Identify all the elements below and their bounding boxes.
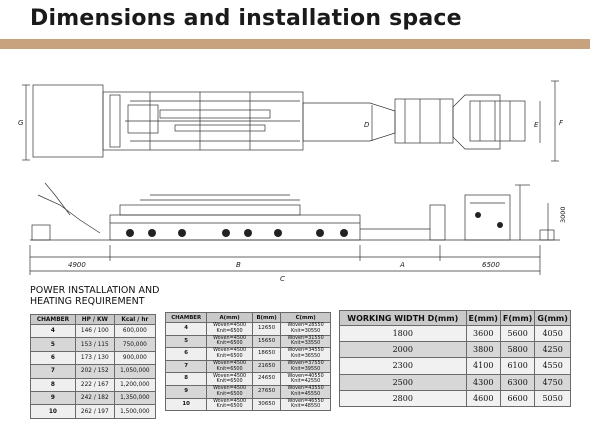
dim-label-left: 4900 bbox=[68, 261, 86, 269]
chamber-header-a: A(mm) bbox=[207, 313, 253, 323]
table-row: 7 202 / 152 1,050,000 bbox=[31, 365, 156, 378]
dim-label-d: D bbox=[364, 121, 370, 129]
chamber-header-c: C(mm) bbox=[281, 313, 331, 323]
dim-label-c: C bbox=[280, 275, 285, 283]
table-row: 7 Woven=4500 Knit=6500 21650 Woven=37550 Knit=39550 bbox=[166, 360, 331, 373]
roller-icon bbox=[497, 222, 503, 228]
dim-label-g: G bbox=[18, 119, 24, 127]
roller-icon bbox=[340, 229, 348, 237]
roller-icon bbox=[222, 229, 230, 237]
power-header-hp: HP / KW bbox=[75, 315, 114, 325]
roller-icon bbox=[148, 229, 156, 237]
roller-icon bbox=[126, 229, 134, 237]
table-row: 9 Woven=4500 Knit=6500 27650 Woven=43550 Knit=45550 bbox=[166, 385, 331, 398]
dim-label-a: A bbox=[400, 261, 405, 269]
power-table bbox=[30, 314, 156, 419]
table-row: 10 262 / 197 1,500,000 bbox=[31, 405, 156, 418]
working-width-table bbox=[339, 310, 571, 407]
table-row: 2500 4300 6300 4750 bbox=[340, 374, 571, 390]
dim-label-right: 6500 bbox=[482, 261, 500, 269]
table-row: 9 242 / 182 1,350,000 bbox=[31, 391, 156, 404]
width-header-d: WORKING WIDTH D(mm) bbox=[340, 311, 467, 326]
roller-icon bbox=[316, 229, 324, 237]
table-row: 4 146 / 100 600,000 bbox=[31, 325, 156, 338]
dimension-drawing bbox=[0, 55, 590, 285]
roller-icon bbox=[475, 212, 481, 218]
power-header-chamber: CHAMBER bbox=[31, 315, 76, 325]
roller-icon bbox=[178, 229, 186, 237]
table-row: 2800 4600 6600 5050 bbox=[340, 390, 571, 406]
dim-label-height: 3000 bbox=[559, 206, 567, 223]
side-view bbox=[30, 183, 560, 275]
table-row: 6 173 / 130 900,000 bbox=[31, 351, 156, 364]
top-view bbox=[22, 81, 559, 161]
chamber-dimension-table bbox=[165, 312, 331, 411]
title-underline-bar bbox=[0, 39, 590, 49]
power-heading bbox=[30, 285, 159, 307]
page-title: Dimensions and installation space bbox=[30, 6, 462, 31]
table-row: 6 Woven=4500 Knit=6500 18650 Woven=34550 Knit=36550 bbox=[166, 348, 331, 361]
table-row: 2000 3800 5800 4250 bbox=[340, 342, 571, 358]
roller-icon bbox=[274, 229, 282, 237]
width-header-g: G(mm) bbox=[535, 311, 571, 326]
table-row: 1800 3600 5600 4050 bbox=[340, 326, 571, 342]
table-row: 8 222 / 167 1,200,000 bbox=[31, 378, 156, 391]
table-row: 2300 4100 6100 4550 bbox=[340, 358, 571, 374]
power-heading-line1: POWER INSTALLATION AND bbox=[30, 285, 160, 296]
table-row: 5 Woven=4500 Knit=6500 15650 Woven=31550 Knit=33550 bbox=[166, 335, 331, 348]
width-header-f: F(mm) bbox=[500, 311, 534, 326]
table-row: 4 Woven=4500 Knit=6500 12650 Woven=28550 Knit=30550 bbox=[166, 323, 331, 336]
power-heading-line2: HEATING REQUIREMENT bbox=[30, 296, 145, 307]
width-header-e: E(mm) bbox=[466, 311, 500, 326]
chamber-header-b: B(mm) bbox=[252, 313, 280, 323]
dim-label-f: F bbox=[559, 119, 564, 127]
table-row: 5 153 / 115 750,000 bbox=[31, 338, 156, 351]
table-row: 10 Woven=4500 Knit=6500 30650 Woven=46550 Knit=48550 bbox=[166, 398, 331, 411]
dim-label-e: E bbox=[534, 121, 539, 129]
dim-label-b: B bbox=[236, 261, 241, 269]
table-row: 8 Woven=4500 Knit=6500 24650 Woven=40550 Knit=42550 bbox=[166, 373, 331, 386]
roller-icon bbox=[244, 229, 252, 237]
power-header-kcal: Kcal / hr bbox=[114, 315, 155, 325]
chamber-header-chamber: CHAMBER bbox=[166, 313, 207, 323]
